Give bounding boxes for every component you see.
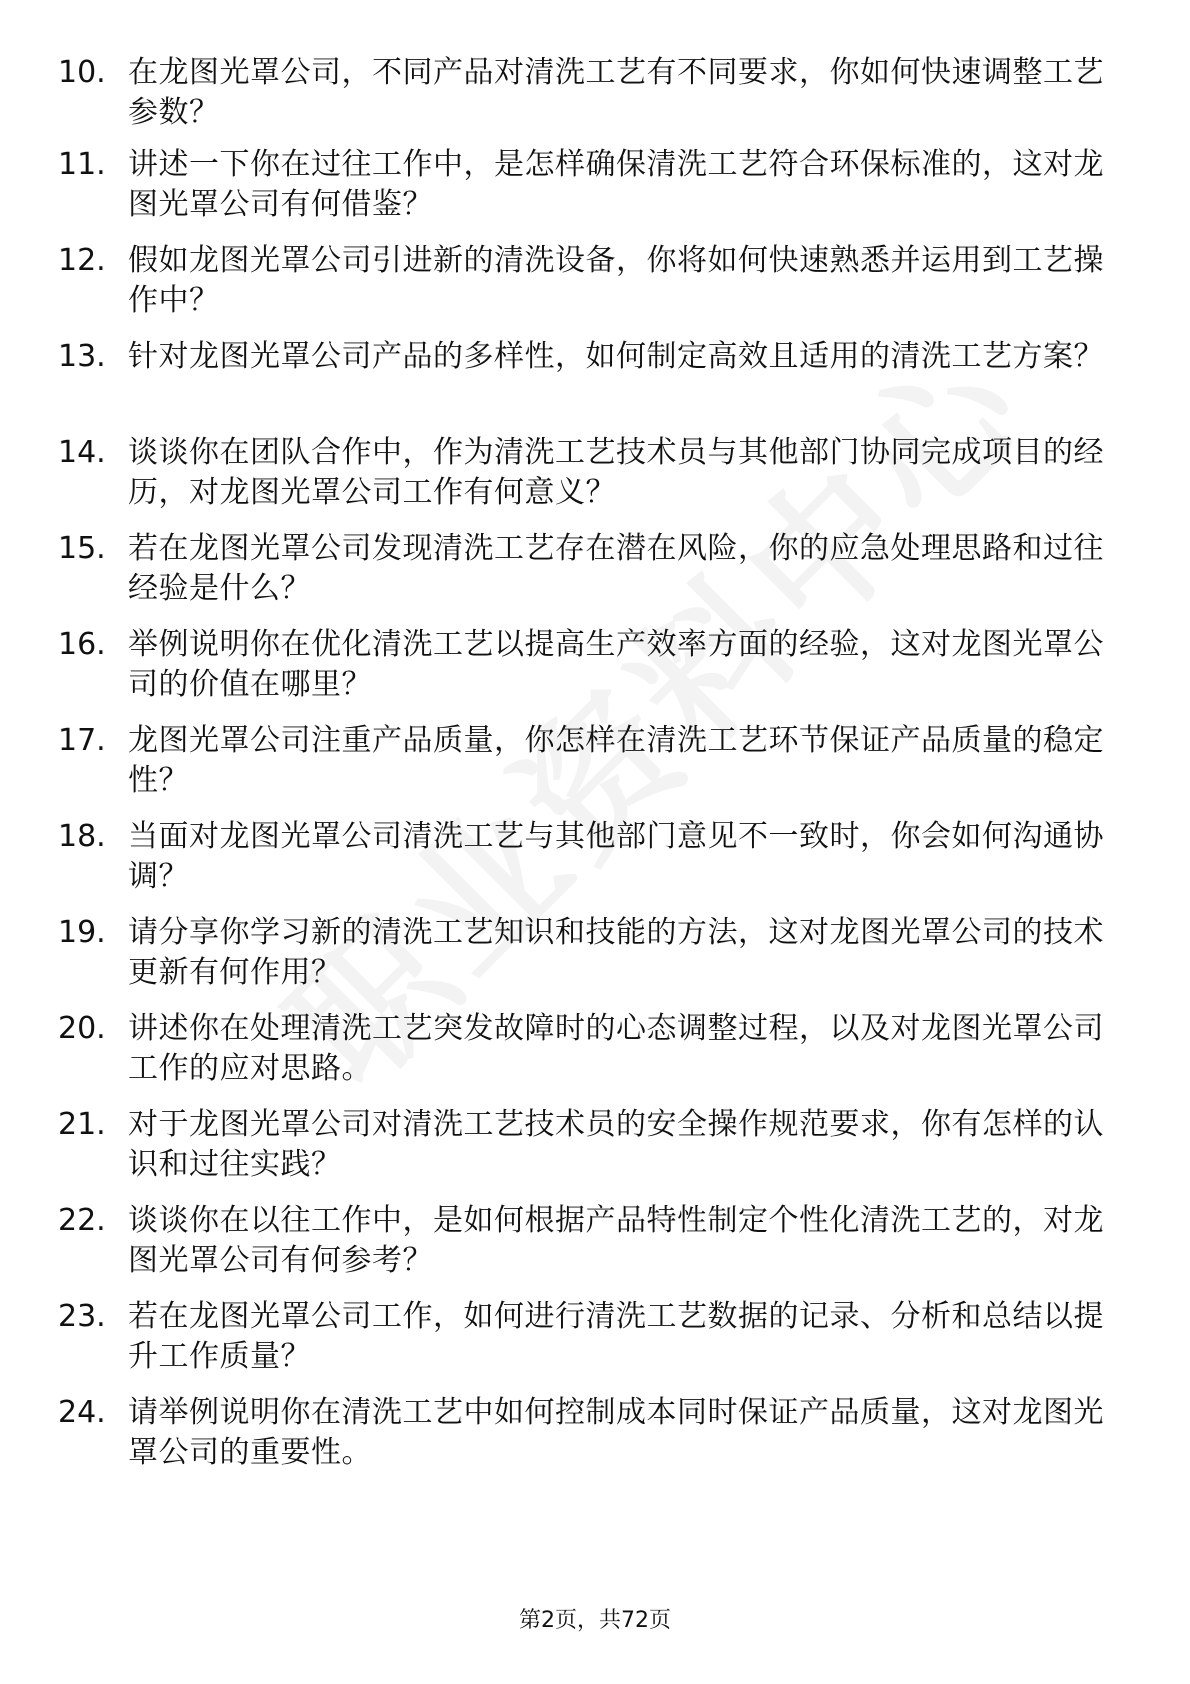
question-number: 13.: [58, 339, 106, 374]
question-number: 21.: [58, 1107, 106, 1142]
question-text: 龙图光罩公司注重产品质量，你怎样在清洗工艺环节保证产品质量的稳定性？: [128, 723, 1104, 798]
question-number: 14.: [58, 435, 106, 470]
question-number: 10.: [58, 55, 106, 90]
question-number: 24.: [58, 1395, 106, 1430]
question-text: 谈谈你在团队合作中，作为清洗工艺技术员与其他部门协同完成项目的经历，对龙图光罩公司工作有何意义？: [128, 435, 1104, 510]
question-number: 15.: [58, 531, 106, 566]
question-item: [0, 625, 1190, 705]
question-text: 请分享你学习新的清洗工艺知识和技能的方法，这对龙图光罩公司的技术更新有何作用？: [128, 915, 1104, 990]
question-item: [0, 53, 1190, 133]
question-item: [0, 1009, 1190, 1089]
question-text: 在龙图光罩公司，不同产品对清洗工艺有不同要求，你如何快速调整工艺参数？: [128, 55, 1104, 130]
question-number: 19.: [58, 915, 106, 950]
question-text: 对于龙图光罩公司对清洗工艺技术员的安全操作规范要求，你有怎样的认识和过往实践？: [128, 1107, 1104, 1182]
question-number: 12.: [58, 243, 106, 278]
question-number: 22.: [58, 1203, 106, 1238]
question-item: [0, 433, 1190, 513]
question-item: [0, 1105, 1190, 1185]
question-text: 谈谈你在以往工作中，是如何根据产品特性制定个性化清洗工艺的，对龙图光罩公司有何参考？: [128, 1203, 1104, 1278]
question-item: [0, 145, 1190, 225]
question-text: 讲述你在处理清洗工艺突发故障时的心态调整过程，以及对龙图光罩公司工作的应对思路。: [128, 1011, 1104, 1086]
page-footer: [0, 1606, 1190, 1636]
question-number: 16.: [58, 627, 106, 662]
question-item: [0, 1393, 1190, 1473]
question-item: [0, 913, 1190, 993]
question-item: [0, 337, 1190, 417]
question-item: [0, 1297, 1190, 1377]
question-text: 若在龙图光罩公司发现清洗工艺存在潜在风险，你的应急处理思路和过往经验是什么？: [128, 531, 1104, 606]
question-item: [0, 817, 1190, 897]
question-item: [0, 529, 1190, 609]
question-item: [0, 241, 1190, 321]
page-number-label: 第2页，共72页: [519, 1608, 671, 1633]
question-item: [0, 721, 1190, 801]
question-number: 23.: [58, 1299, 106, 1334]
question-number: 11.: [58, 147, 106, 182]
question-item: [0, 1201, 1190, 1281]
question-text: 若在龙图光罩公司工作，如何进行清洗工艺数据的记录、分析和总结以提升工作质量？: [128, 1299, 1104, 1374]
question-text: 举例说明你在优化清洗工艺以提高生产效率方面的经验，这对龙图光罩公司的价值在哪里？: [128, 627, 1104, 702]
question-number: 20.: [58, 1011, 106, 1046]
question-number: 17.: [58, 723, 106, 758]
question-text: 当面对龙图光罩公司清洗工艺与其他部门意见不一致时，你会如何沟通协调？: [128, 819, 1104, 894]
question-text: 讲述一下你在过往工作中，是怎样确保清洗工艺符合环保标准的，这对龙图光罩公司有何借鉴？: [128, 147, 1104, 222]
question-text: 假如龙图光罩公司引进新的清洗设备，你将如何快速熟悉并运用到工艺操作中？: [128, 243, 1104, 318]
question-number: 18.: [58, 819, 106, 854]
question-text: 请举例说明你在清洗工艺中如何控制成本同时保证产品质量，这对龙图光罩公司的重要性。: [128, 1395, 1104, 1470]
question-text: 针对龙图光罩公司产品的多样性，如何制定高效且适用的清洗工艺方案？: [128, 339, 1104, 374]
